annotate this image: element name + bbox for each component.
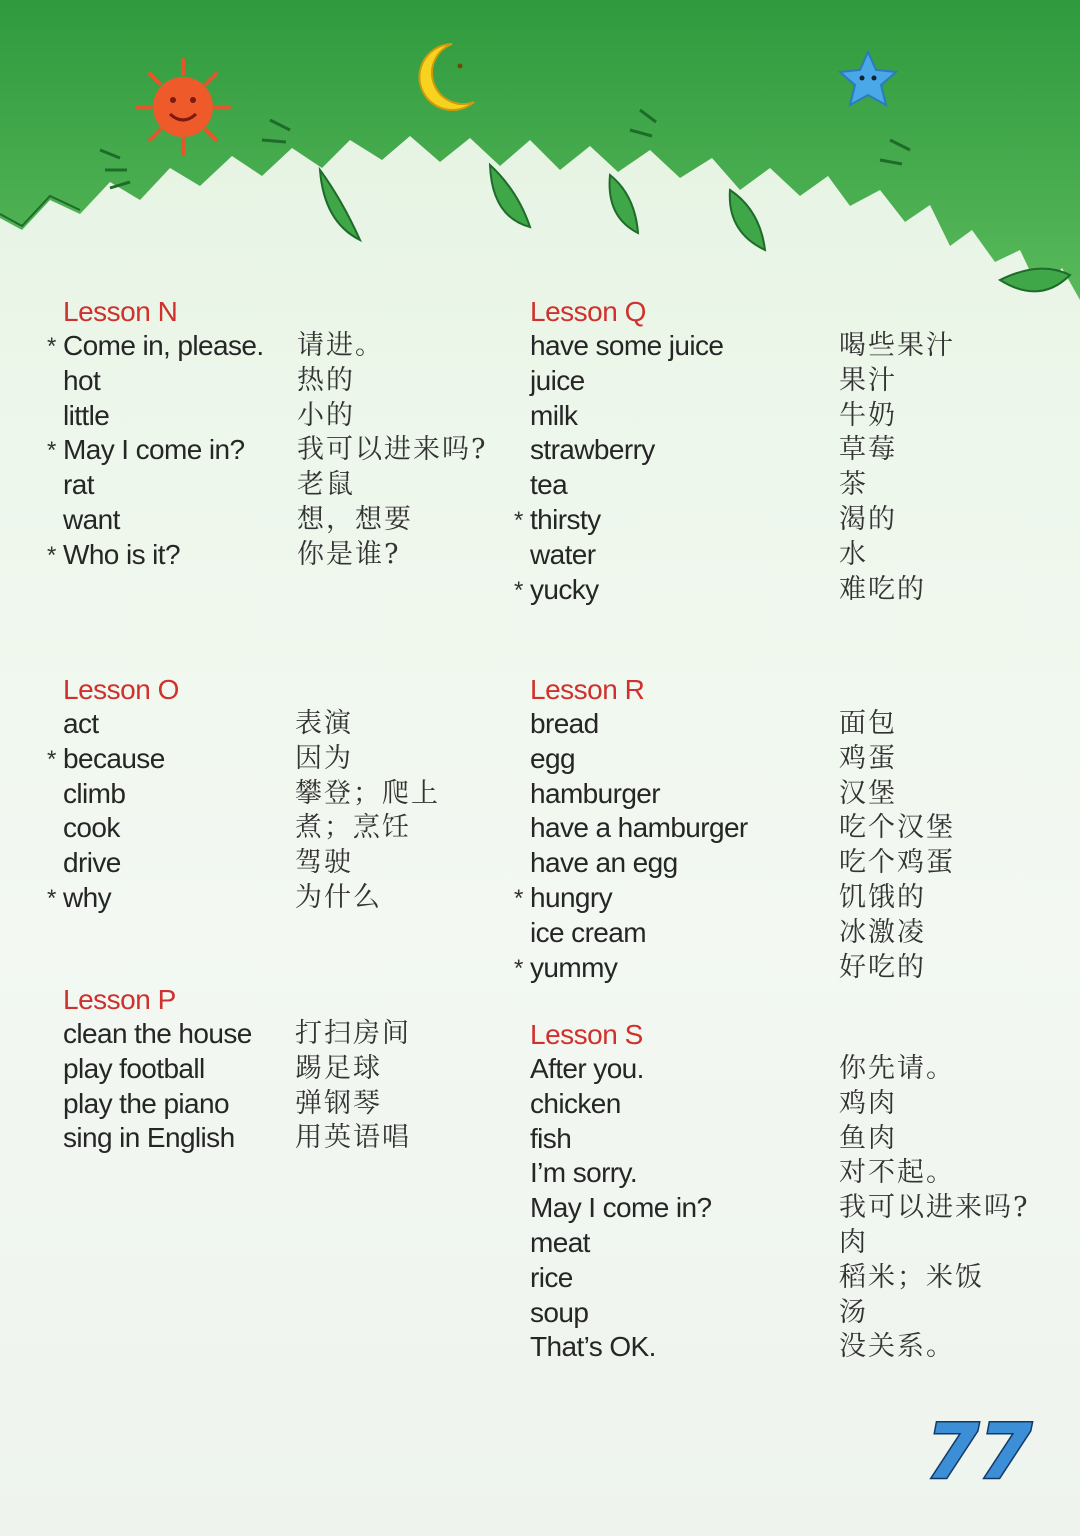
chinese-meaning: 好吃的	[839, 951, 926, 983]
vocab-entry	[530, 468, 868, 503]
english-term: egg	[530, 742, 575, 774]
chinese-meaning: 你先请。	[839, 1053, 955, 1084]
english-term: cook	[63, 812, 120, 844]
vocab-entry	[63, 364, 355, 399]
vocab-entry	[530, 1087, 897, 1122]
lesson-title: Lesson S	[530, 1019, 643, 1050]
english-term: strawberry	[530, 434, 655, 466]
vocab-entry	[514, 573, 926, 608]
vocab-entry	[47, 881, 382, 916]
vocab-entry	[63, 503, 413, 538]
lesson-n	[47, 295, 488, 573]
chinese-meaning: 稻米；米饭	[839, 1261, 984, 1293]
chinese-meaning: 为什么	[295, 881, 382, 913]
english-term: That’s OK.	[530, 1331, 656, 1363]
chinese-meaning: 弹钢琴	[295, 1087, 382, 1119]
vocab-entry	[63, 1087, 382, 1122]
vocab-entry	[514, 503, 897, 538]
english-term: clean the house	[63, 1018, 252, 1049]
vocab-entry	[530, 1122, 897, 1157]
english-term: act	[63, 708, 99, 739]
key-word-marker: *	[47, 437, 57, 465]
vocab-entry	[530, 1191, 1030, 1226]
english-term: have some juice	[530, 330, 724, 361]
vocab-entry	[530, 1226, 868, 1261]
english-term: thirsty	[530, 503, 601, 535]
chinese-meaning: 想，想要	[297, 503, 413, 535]
lesson-r	[514, 673, 955, 985]
english-term: have a hamburger	[530, 812, 748, 844]
chinese-meaning: 鸡肉	[839, 1087, 897, 1119]
english-term: tea	[530, 469, 568, 501]
vocab-entry	[530, 1296, 868, 1331]
english-term: yucky	[530, 573, 599, 605]
english-term: After you.	[530, 1053, 644, 1084]
vocab-entry	[530, 538, 868, 573]
lesson-title: Lesson P	[63, 984, 176, 1015]
vocab-entry	[530, 433, 897, 468]
vocab-entry	[530, 846, 955, 881]
page-number	[924, 1412, 1034, 1492]
chinese-meaning: 热的	[297, 364, 355, 396]
chinese-meaning: 你是谁?	[297, 538, 401, 570]
english-term: chicken	[530, 1087, 621, 1119]
chinese-meaning: 踢足球	[295, 1052, 382, 1084]
vocab-entry	[514, 951, 926, 986]
lesson-title: Lesson N	[63, 296, 178, 327]
vocab-entry	[530, 1052, 955, 1087]
vocab-entry	[63, 1121, 411, 1156]
key-word-marker: *	[514, 576, 524, 604]
english-term: because	[63, 742, 165, 774]
key-word-marker: *	[47, 333, 57, 360]
chinese-meaning: 吃个鸡蛋	[839, 847, 955, 879]
chinese-meaning: 请进。	[297, 330, 384, 361]
vocab-entry	[530, 329, 955, 364]
vocab-entry	[63, 399, 355, 434]
key-word-marker: *	[514, 506, 524, 534]
english-term: why	[63, 881, 111, 913]
english-term: little	[63, 399, 110, 431]
sun-icon	[137, 60, 229, 154]
chinese-meaning: 水	[839, 538, 868, 570]
english-term: play football	[63, 1052, 205, 1084]
english-term: bread	[530, 708, 599, 739]
chinese-meaning: 煮；烹饪	[295, 812, 411, 844]
chinese-meaning: 对不起。	[839, 1157, 955, 1189]
vocab-entry	[63, 1052, 382, 1087]
chinese-meaning: 肉	[839, 1226, 868, 1258]
english-term: fish	[530, 1122, 572, 1154]
english-term: rat	[63, 469, 94, 501]
chinese-meaning: 驾驶	[295, 847, 353, 879]
english-term: yummy	[530, 951, 618, 983]
english-term: sing in English	[63, 1122, 235, 1154]
vocab-entry	[530, 364, 897, 399]
chinese-meaning: 打扫房间	[295, 1018, 411, 1049]
vocab-entry	[530, 742, 897, 777]
chinese-meaning: 饥饿的	[839, 881, 926, 913]
english-term: want	[63, 503, 120, 535]
english-term: ice cream	[530, 916, 646, 948]
vocab-entry	[530, 1330, 955, 1365]
english-term: May I come in?	[63, 434, 245, 466]
key-word-marker: *	[514, 954, 524, 982]
chinese-meaning: 面包	[839, 708, 897, 739]
chinese-meaning: 因为	[295, 742, 353, 774]
chinese-meaning: 果汁	[839, 364, 897, 396]
chinese-meaning: 攀登；爬上	[295, 777, 440, 809]
english-term: play the piano	[63, 1087, 229, 1119]
english-term: hungry	[530, 881, 613, 913]
vocab-entry	[63, 777, 440, 812]
english-term: soup	[530, 1296, 589, 1328]
vocab-entry	[530, 399, 897, 434]
english-term: hot	[63, 364, 101, 396]
leaf-banner	[0, 0, 1080, 300]
chinese-meaning: 吃个汉堡	[839, 812, 955, 844]
vocab-entry	[514, 881, 926, 916]
chinese-meaning: 渴的	[839, 503, 897, 535]
key-word-marker: *	[514, 884, 524, 912]
vocab-entry	[530, 811, 955, 846]
key-word-marker: *	[47, 745, 57, 773]
english-term: drive	[63, 847, 121, 879]
chinese-meaning: 小的	[297, 399, 355, 431]
chinese-meaning: 汉堡	[839, 777, 897, 809]
chinese-meaning: 难吃的	[839, 573, 926, 605]
lesson-o	[47, 673, 440, 916]
vocab-entry	[63, 811, 411, 846]
chinese-meaning: 汤	[839, 1296, 868, 1328]
english-term: Who is it?	[63, 538, 180, 570]
chinese-meaning: 我可以进来吗?	[297, 434, 488, 466]
english-term: climb	[63, 777, 126, 809]
chinese-meaning: 用英语唱	[295, 1122, 411, 1154]
vocab-entry	[63, 846, 353, 881]
chinese-meaning: 牛奶	[839, 399, 897, 431]
english-term: milk	[530, 399, 578, 431]
chinese-meaning: 鸡蛋	[839, 742, 897, 774]
chinese-meaning: 冰激凌	[839, 916, 926, 948]
chinese-meaning: 老鼠	[297, 469, 355, 501]
vocab-entry	[47, 538, 401, 573]
english-term: I’m sorry.	[530, 1157, 638, 1189]
chinese-meaning: 茶	[839, 469, 868, 501]
lesson-s	[530, 1018, 1030, 1365]
english-term: rice	[530, 1261, 573, 1293]
vocab-entry	[530, 777, 897, 812]
chinese-meaning: 喝些果汁	[839, 330, 955, 361]
english-term: meat	[530, 1226, 590, 1258]
vocab-entry	[530, 707, 897, 742]
english-term: have an egg	[530, 847, 678, 879]
vocab-entry	[530, 916, 926, 951]
chinese-meaning: 表演	[295, 708, 353, 739]
vocab-entry	[63, 468, 355, 503]
chinese-meaning: 草莓	[839, 434, 897, 466]
english-term: Come in, please.	[63, 330, 264, 361]
english-term: hamburger	[530, 777, 661, 809]
chinese-meaning: 鱼肉	[839, 1122, 897, 1154]
vocab-entry	[530, 1156, 955, 1191]
lesson-title: Lesson O	[63, 674, 179, 705]
vocab-entry	[47, 329, 384, 364]
vocab-entry	[63, 707, 353, 742]
english-term: water	[530, 538, 596, 570]
english-term: May I come in?	[530, 1192, 712, 1224]
chinese-meaning: 我可以进来吗?	[839, 1192, 1030, 1224]
vocab-entry	[47, 433, 488, 468]
lesson-p	[63, 983, 411, 1156]
vocab-entry	[47, 742, 353, 777]
lesson-title: Lesson R	[530, 674, 645, 705]
lesson-title: Lesson Q	[530, 296, 646, 327]
lesson-q	[514, 295, 955, 607]
vocab-entry	[530, 1261, 984, 1296]
english-term: juice	[530, 364, 585, 396]
vocab-entry	[63, 1017, 411, 1052]
key-word-marker: *	[47, 884, 57, 912]
page-number-text: 77	[926, 1412, 1032, 1492]
key-word-marker: *	[47, 541, 57, 569]
chinese-meaning: 没关系。	[839, 1331, 955, 1363]
